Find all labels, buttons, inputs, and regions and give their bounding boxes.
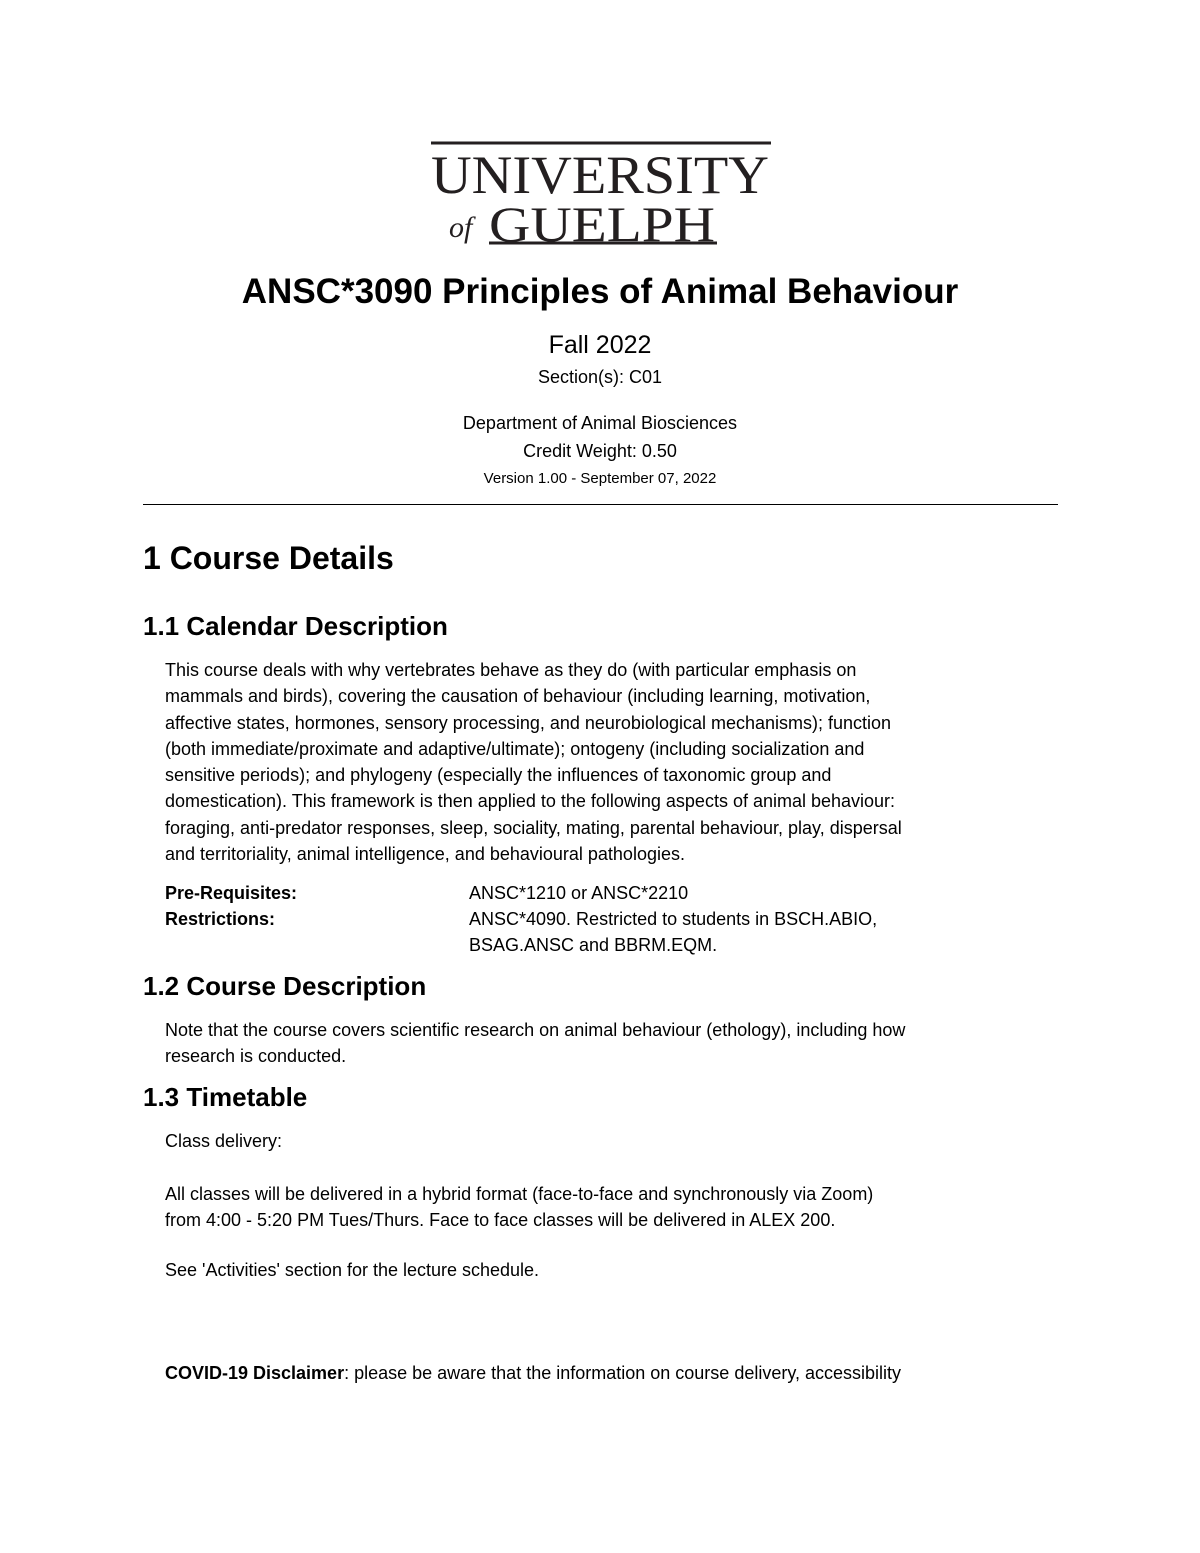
course-title: ANSC*3090 Principles of Animal Behaviour — [241, 272, 959, 311]
restrictions-line: BSAG.ANSC and BBRM.EQM. — [469, 935, 718, 956]
prerequisites-label: Pre-Requisites: — [165, 883, 298, 903]
class-delivery-label: Class delivery: — [165, 1131, 283, 1151]
course-description-line: research is conducted. — [165, 1046, 347, 1067]
course-term: Fall 2022 — [548, 331, 652, 359]
restrictions-line: ANSC*4090. Restricted to students in BSCH.ABIO, — [469, 909, 878, 929]
covid-disclaimer — [165, 1363, 901, 1384]
calendar-line: (both immediate/proximate and adaptive/ultimate); ontogeny (including socialization and — [165, 738, 865, 759]
credit-weight: Credit Weight: 0.50 — [523, 441, 677, 461]
covid-disclaimer-text: : please be aware that the information on course delivery, accessibility — [344, 1363, 902, 1383]
course-description-paragraph — [165, 1017, 1065, 1070]
university-logo — [429, 141, 773, 245]
calendar-line: mammals and birds), covering the causation of behaviour (including learning, motivation, — [165, 686, 871, 707]
logo-of-text: of — [449, 211, 473, 244]
logo-guelph-text: GUELPH — [489, 196, 715, 245]
header-divider — [143, 504, 1058, 505]
subsection-heading-calendar-description: 1.1 Calendar Description — [143, 611, 448, 641]
restrictions-value — [469, 906, 1029, 959]
restrictions-label: Restrictions: — [165, 909, 276, 929]
course-description-line: Note that the course covers scientific research on animal behaviour (ethology), including how — [165, 1020, 906, 1040]
logo-university-text: UNIVERSITY — [431, 145, 769, 205]
version-info: Version 1.00 - September 07, 2022 — [483, 470, 717, 487]
prerequisites-value: ANSC*1210 or ANSC*2210 — [469, 883, 689, 903]
covid-disclaimer-label: COVID-19 Disclaimer — [165, 1363, 345, 1383]
course-department: Department of Animal Biosciences — [462, 413, 738, 433]
activities-reference: See 'Activities' section for the lecture schedule. — [165, 1260, 540, 1280]
subsection-heading-timetable: 1.3 Timetable — [143, 1082, 308, 1112]
timetable-paragraph — [165, 1181, 1065, 1234]
calendar-line: This course deals with why vertebrates behave as they do (with particular emphasis on — [165, 660, 857, 680]
calendar-line: foraging, anti-predator responses, sleep, sociality, mating, parental behaviour, play, dispersal — [165, 817, 902, 838]
calendar-line: affective states, hormones, sensory processing, and neurobiological mechanisms); function — [165, 712, 892, 733]
section-heading-course-details: 1 Course Details — [143, 540, 394, 576]
timetable-line: All classes will be delivered in a hybrid format (face-to-face and synchronously via Zoom) — [165, 1184, 874, 1204]
calendar-line: domestication). This framework is then applied to the following aspects of animal behaviour: — [165, 791, 896, 812]
calendar-description-paragraph — [165, 657, 1065, 867]
calendar-line: and territoriality, animal intelligence, and behavioural pathologies. — [165, 844, 685, 865]
course-sections: Section(s): C01 — [537, 367, 663, 387]
subsection-heading-course-description: 1.2 Course Description — [143, 971, 427, 1001]
timetable-line: from 4:00 - 5:20 PM Tues/Thurs. Face to face classes will be delivered in ALEX 200. — [165, 1210, 836, 1231]
calendar-line: sensitive periods); and phylogeny (especially the influences of taxonomic group and — [165, 765, 832, 786]
